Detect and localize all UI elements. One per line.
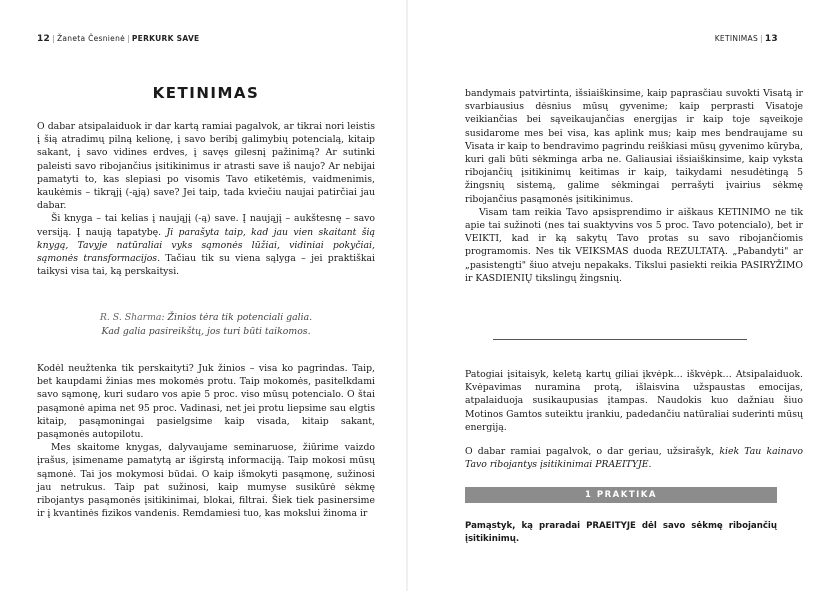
quote-line-2: Kad galia pasireikštų, jos turi būti taikomos. [101, 326, 311, 337]
intro-paragraph: O dabar atsipalaiduok ir dar kartą ramiai pagalvok, ar tikrai nori leistis į šią atradimų pilną kelionę, į savo beribį galimybių potencialą, kitaip sakant, į savo vidines erdves, į savęs gilesnį pažinimą? Ar sutinki paleisti savo ribojančius įsitikinimus ir atrasti save iš naujo? Ar nebijai pamatyti to, kas slepiasi po visomis Tavo etiketėmis, vaidmenimis, kaukėmis – tikrąjį (-ąją) save? Jei taip, tada kviečiu naujai patirčiai jau dabar. [37, 121, 375, 212]
left-page-number: 12 [37, 34, 51, 44]
chapter-header: KETINIMAS [714, 34, 759, 43]
right-body-top [465, 87, 803, 285]
right-page-number: 13 [764, 34, 778, 44]
right-running-header: KETINIMAS | 13 [714, 34, 778, 44]
second-paragraph: Ši knyga – tai kelias į naująjį (-ą) save. Į naująjį – aukštesnę – savo versiją. Į naują tapatybę. Ji parašyta taip, kad jau vien skaitant šią knygą, Tavyje natūraliai vyks sąmonės lūžiai, vidiniai pokyčiai, sąmonės transformacijos. Tačiau tik su viena sąlyga – jei praktiškai taikysi visa tai, ką perskaitysi. [37, 213, 375, 278]
chapter-title: KETINIMAS [152, 84, 260, 102]
epigraph-quote [37, 311, 375, 339]
practice-task: Pamąstyk, ką praradai PRAEITYJE dėl savo sėkmę ribojančių įsitikinimų. [465, 521, 777, 544]
author-name: Žaneta Česnienė [56, 34, 126, 43]
quote-line-1: R. S. Sharma: Žinios tėra tik potenciali galia. [99, 312, 313, 323]
fourth-paragraph: Mes skaitome knygas, dalyvaujame seminaruose, žiūrime vaizdo įrašus, įsimename pamatytą ar išgirstą informaciją. Taip mokosi mūsų sąmonė. Tai jos mokymosi būdai. O kaip išmokyti pasąmonę, sužinosi jau netrukus. Taip pat sužinosi, kaip mumyse susikūrė sėkmę ribojantys pasąmonės įsitikinimai, blokai, filtrai. Šiek tiek pasinersime ir į kvantinės fizikos vandenis. Remdamiesi tuo, kas mokslui žinoma ir [37, 442, 375, 520]
left-body-bottom [37, 362, 375, 520]
breathing-paragraph: Patogiai įsitaisyk, keletą kartų giliai įkvėpk… iškvėpk… Atsipalaiduok. Kvėpavimas nuramina protą, išlaisvina užspaustas emocijas, atpalaiduoja susikaupusias įtampas. Naudokis kuo dažniau šiuo Motinos Gamtos suteiktu įrankiu, padedančiu natūraliai suderinti mūsų energiją. [465, 369, 803, 433]
book-title: PERKURK SAVE [131, 34, 200, 43]
right-body-bottom [465, 368, 803, 471]
left-page [0, 0, 407, 591]
left-body-top [37, 120, 375, 278]
section-divider [493, 339, 747, 340]
left-running-header: 12 | Žaneta Česnienė | PERKURK SAVE [37, 34, 200, 44]
action-paragraph: Visam tam reikia Tavo apsisprendimo ir aiškaus KETINIMO ne tik apie tai sužinoti (nes tai suaktyvins vos 5 proc. Tavo potencialo), bet ir VEIKTI, kad ir ką sakytų Tavo protas su savo ribojančiomis programomis. Nes tik VEIKSMAS duoda REZULTATĄ. „Pabandyti" ar „pasistengti" šiuo atveju nepakaks. Tikslui pasiekti reikia PASIRYŽIMO ir KASDIENIŲ tikslingų žingsnių. [465, 206, 803, 284]
practice-label: 1 PRAKTIKA [465, 487, 777, 503]
third-paragraph: Kodėl neužtenka tik perskaityti? Juk žinios – visa ko pagrindas. Taip, bet kaupdami žinias mes mokomės protu. Taip mokomės, pasitelkdami savo sąmonę, kuri sudaro vos apie 5 proc. viso mūsų potencialo. O štai pasąmonė apima net 95 proc. Vadinasi, net jei protu liepsime sau elgtis kitaip, pasąmoningai pasielgsime kaip visada, kitaip sakant, pasąmonės autopilotu. [37, 363, 375, 441]
reflection-paragraph: O dabar ramiai pagalvok, o dar geriau, užsirašyk, kiek Tau kainavo Tavo ribojantys įsitikinimai PRAEITYJE. [465, 446, 803, 471]
continuation-paragraph: bandymais patvirtinta, išsiaiškinsime, kaip paprasčiau suvokti Visatą ir svarbiausius dėsnius mūsų gyvenime; kaip perprasti Visatoje veikiančias bei sąveikaujančias energijas ir kaip toje sąveikoje susidarome mes bei visa, kas aplink mus; kaip mes bendraujame su Visata ir kaip to bendravimo pagrindu reiškiasi mūsų gyvenimo kūryba, kuri gali būti sėkminga arba ne. Galiausiai išsiaiškinsime, kaip vyksta ribojančių įsitikinimų keitimas ir kaip, taikydami nesudėtingą 5 žingsnių sistemą, galime sėkmingai perrašyti įvairius sėkmę ribojančius pasąmonės įsitikinimus. [465, 88, 803, 205]
